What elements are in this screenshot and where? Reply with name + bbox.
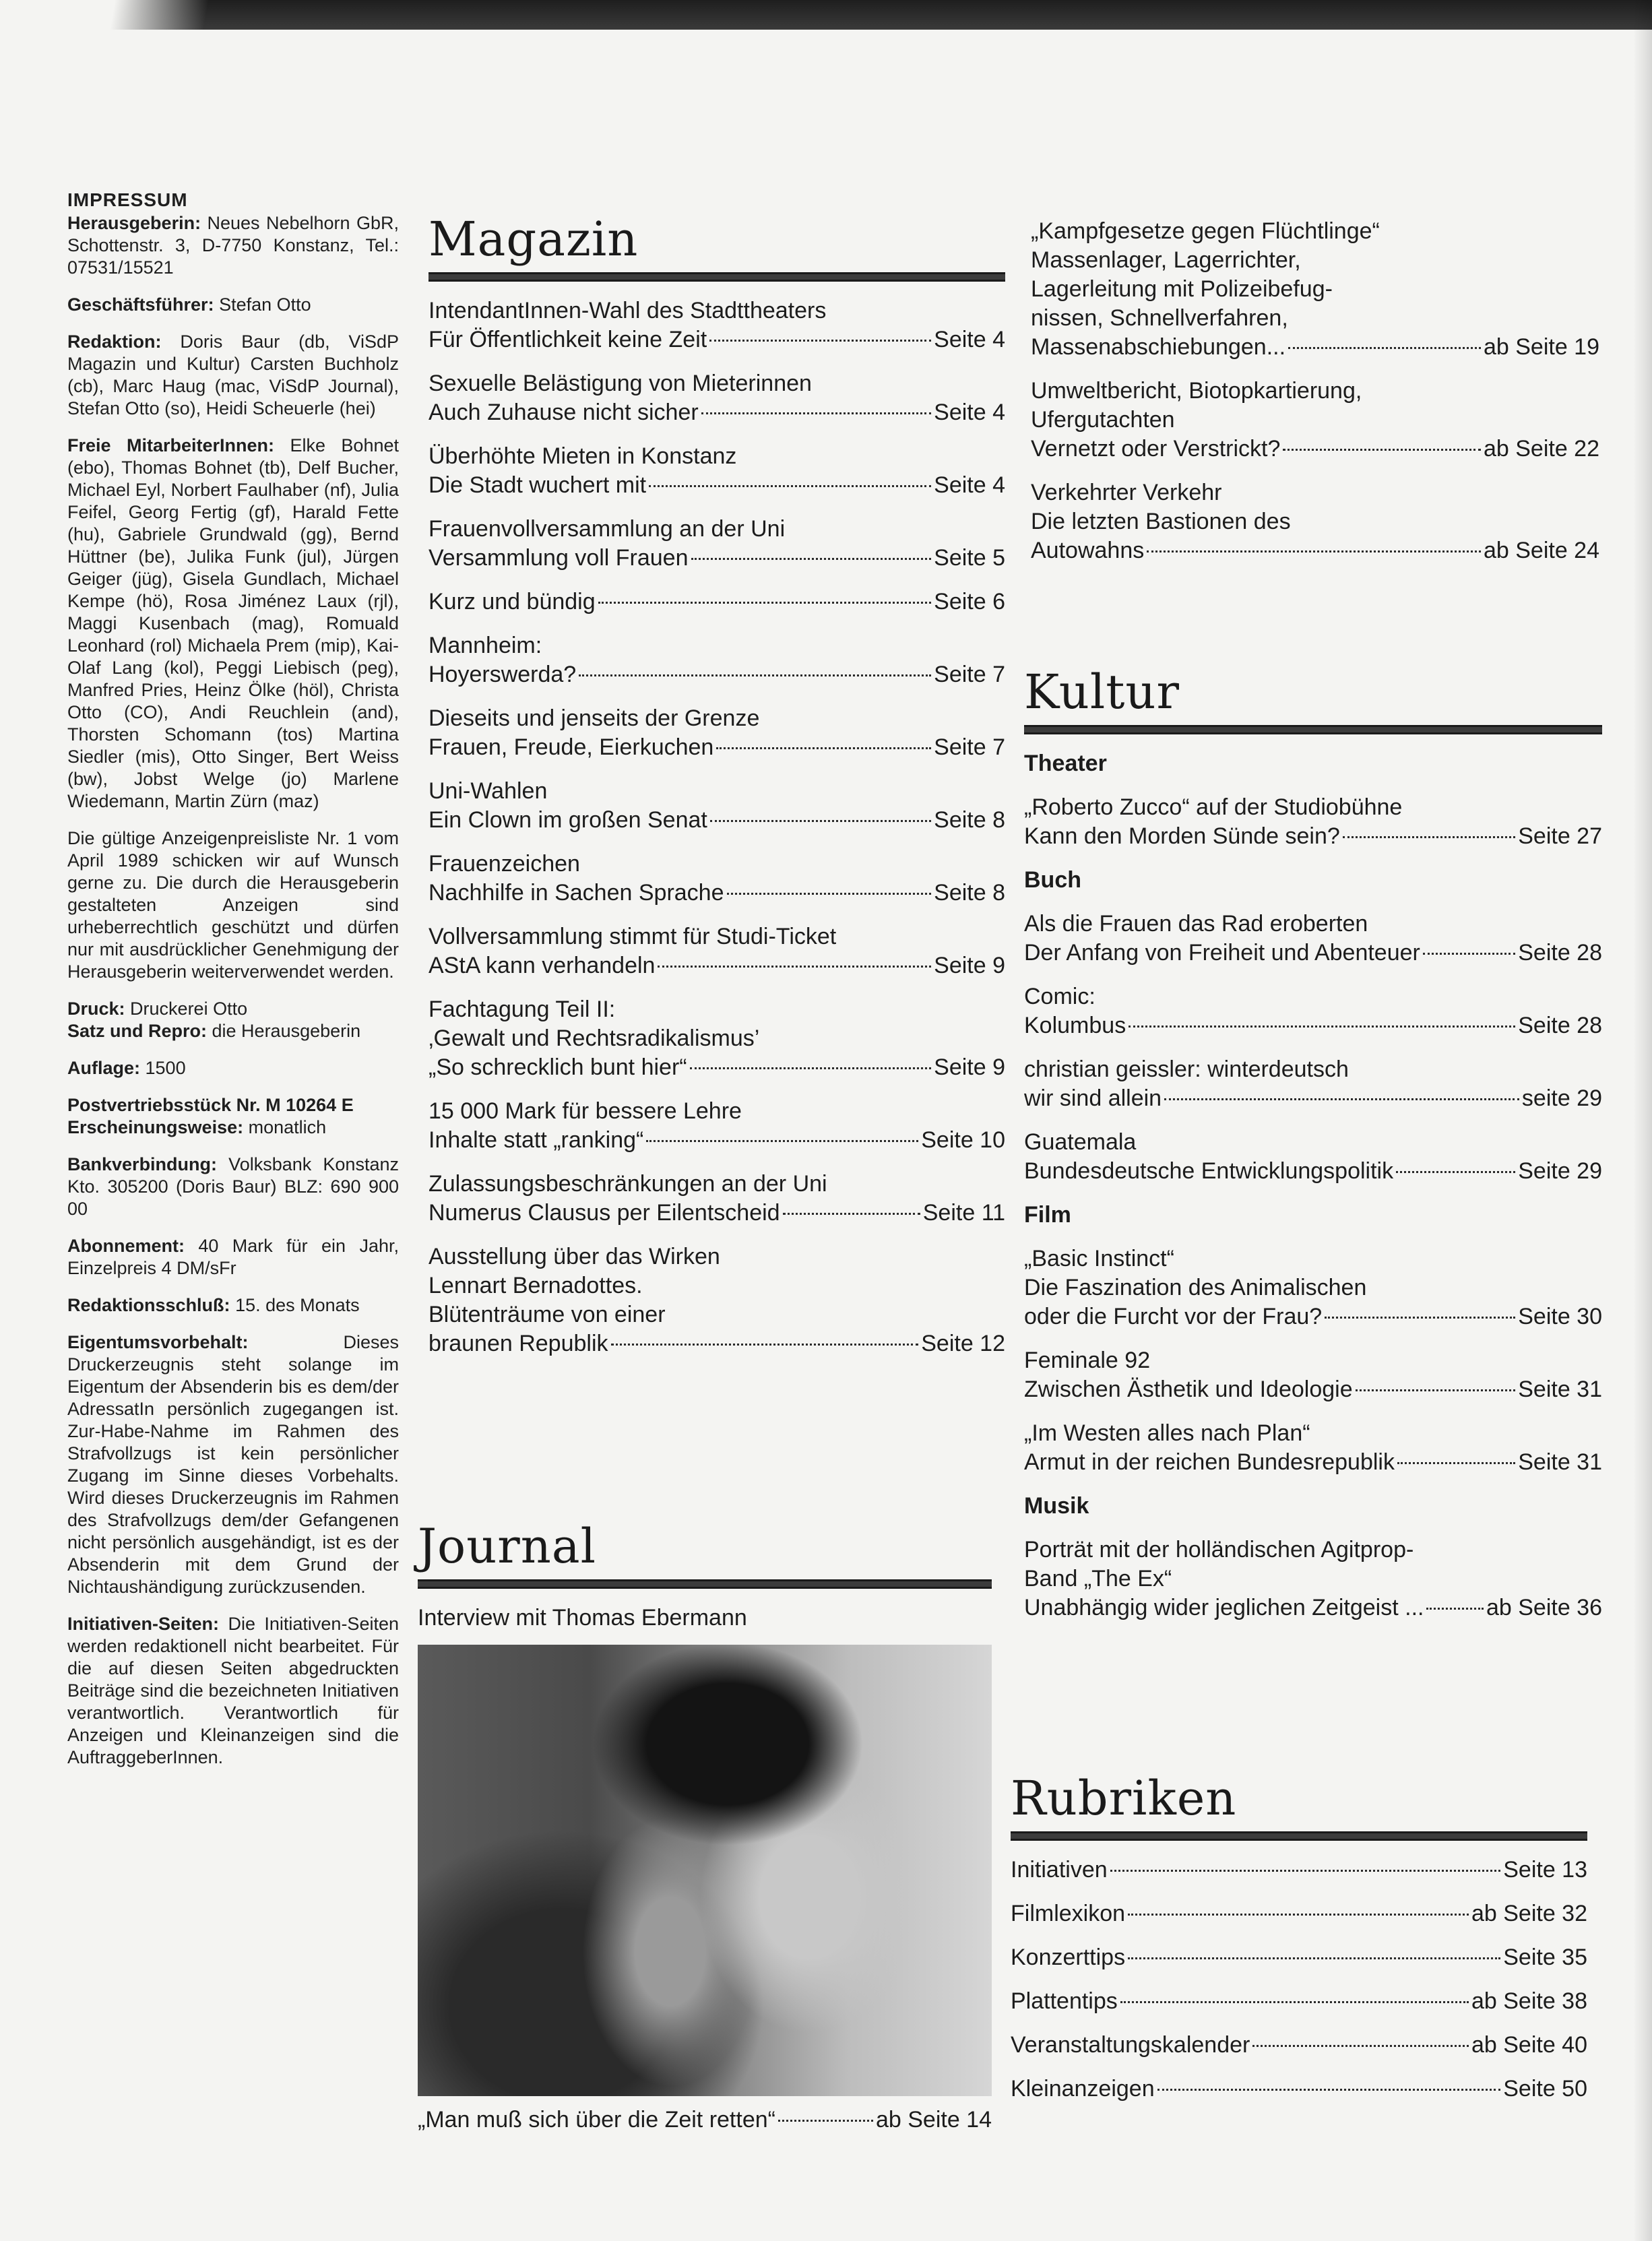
leader-dots	[709, 340, 931, 342]
leader-dots	[1252, 2045, 1469, 2047]
toc-entry-row	[428, 951, 1005, 980]
toc-entry-page: Seite 8	[934, 807, 1005, 833]
scan-right-shadow	[1633, 0, 1652, 2241]
toc-entry-page: Seite 6	[934, 589, 1005, 614]
section-journal	[418, 1521, 992, 2135]
toc-entry-line: Uni-Wahlen	[428, 778, 548, 804]
impressum-column	[67, 189, 399, 1784]
impressum-anzeigen: Die gültige Anzeigenpreisliste Nr. 1 vom April 1989 schicken wir auf Wunsch gerne zu. Die durch die Herausgeberin gestalteten Anzeigen sind urheberrechtlich geschützt und dürfen nur mit ausdrücklicher Genehmigung der Herausgeberin weiterverwendet werden.	[67, 828, 399, 982]
toc-entry-page: Seite 27	[1518, 823, 1602, 849]
toc-entry-page: Seite 31	[1518, 1377, 1602, 1402]
toc-entry-page: ab Seite 24	[1483, 538, 1599, 563]
toc-entry-row	[1024, 1302, 1602, 1331]
toc-list-buch	[1024, 910, 1602, 1186]
toc-entry-page: ab Seite 36	[1486, 1595, 1602, 1620]
toc-entry	[428, 588, 1005, 617]
journal-subtitle: Interview mit Thomas Ebermann	[418, 1605, 747, 1631]
toc-entry-title: Konzerttips	[1011, 1945, 1126, 1970]
impressum-redaktion: Redaktion: Doris Baur (db, ViSdP Magazin und Kultur) Carsten Buchholz (cb), Marc Haug (mac, ViSdP Journal), Stefan Otto (so), Heidi Scheuerle (hei)	[67, 332, 399, 418]
toc-entry-row	[1024, 822, 1602, 851]
toc-entry-page: Seite 12	[921, 1331, 1005, 1356]
toc-entry	[1031, 217, 1599, 362]
toc-entry-title: Autowahns	[1031, 538, 1145, 563]
toc-list-musik	[1024, 1536, 1602, 1622]
toc-entry-title: Bundesdeutsche Entwicklungspolitik	[1024, 1158, 1394, 1184]
toc-entry-row	[428, 660, 1005, 689]
section-magazin	[428, 214, 1005, 1373]
toc-entry-title: Nachhilfe in Sachen Sprache	[428, 880, 724, 906]
toc-entry-row	[428, 1126, 1005, 1155]
toc-entry-row	[1024, 1375, 1602, 1404]
toc-entry	[428, 777, 1005, 835]
toc-entry-line: Frauenzeichen	[428, 851, 580, 877]
toc-entry-page: Seite 31	[1518, 1449, 1602, 1475]
toc-entry-page: ab Seite 32	[1471, 1901, 1587, 1926]
toc-entry	[1011, 2075, 1587, 2104]
section-rubriken	[1011, 1773, 1587, 2118]
leader-dots	[716, 747, 931, 749]
toc-entry-line: Mannheim:	[428, 633, 542, 658]
impressum-abo: Abonnement: 40 Mark für ein Jahr, Einzelpreis 4 DM/sFr	[67, 1236, 399, 1278]
toc-entry-title: Für Öffentlichkeit keine Zeit	[428, 327, 707, 352]
toc-entry-page: Seite 5	[934, 545, 1005, 571]
toc-entry-row	[1024, 1084, 1602, 1113]
toc-entry-row	[1024, 939, 1602, 968]
toc-entry	[428, 369, 1005, 427]
toc-entry-line: Zulassungsbeschränkungen an der Uni	[428, 1171, 827, 1197]
subhead-musik: Musik	[1024, 1493, 1089, 1519]
toc-entry-line: ‚Gewalt und Rechtsradikalismus’	[428, 1025, 760, 1051]
toc-entry-page: Seite 30	[1518, 1304, 1602, 1329]
toc-entry-line: Guatemala	[1024, 1129, 1137, 1155]
toc-entry-line: Massenlager, Lagerrichter,	[1031, 247, 1301, 273]
toc-entry-line: „Im Westen alles nach Plan“	[1024, 1420, 1310, 1446]
toc-entry	[1024, 982, 1602, 1040]
leader-dots	[1147, 550, 1481, 553]
toc-entry-page: ab Seite 38	[1471, 1988, 1587, 2014]
toc-entry-title: Kurz und bündig	[428, 589, 596, 614]
toc-entry	[1031, 478, 1599, 565]
interview-photo	[418, 1645, 992, 2096]
toc-entry-row	[428, 1053, 1005, 1082]
toc-entry-row	[1031, 536, 1599, 565]
impressum-redaktionsschluss: Redaktionsschluß: 15. des Monats	[67, 1295, 360, 1315]
leader-dots	[701, 412, 931, 414]
toc-list-theater	[1024, 793, 1602, 851]
toc-entry-row	[1031, 435, 1599, 464]
toc-entry-page: Seite 50	[1503, 2076, 1587, 2102]
toc-entry-row	[1011, 1987, 1587, 2016]
toc-entry-page: Seite 11	[922, 1200, 1005, 1226]
toc-entry-line: Frauenvollversammlung an der Uni	[428, 516, 786, 542]
impressum-bank: Bankverbindung: Volksbank Konstanz Kto. 305200 (Doris Baur) BLZ: 690 900 00	[67, 1154, 399, 1219]
toc-entry-line: Überhöhte Mieten in Konstanz	[428, 443, 737, 469]
toc-entry	[1011, 1899, 1587, 1928]
toc-entry	[1011, 1856, 1587, 1885]
toc-entry-row	[1024, 1448, 1602, 1477]
toc-entry-title: Frauen, Freude, Eierkuchen	[428, 734, 714, 760]
toc-entry-row	[1011, 2031, 1587, 2060]
leader-dots	[649, 485, 931, 487]
leader-dots	[1356, 1389, 1516, 1391]
toc-entry-row	[428, 1199, 1005, 1228]
leader-dots	[783, 1213, 920, 1215]
toc-entry-title: Versammlung voll Frauen	[428, 545, 689, 571]
impressum-eigentum: Eigentumsvorbehalt: Dieses Druckerzeugnis steht solange im Eigentum der Absenderin bis es dem/der AdressatIn persönlich zugegangen ist. Zur-Habe-Nahme im Rahmen des Strafvollzugs ist kein persönlicher Zugang im Sinne dieses Vorbehalts. Wird dieses Druckerzeugnis im Rahmen des Strafvollzugs dem/der Gefangenen nicht persönlich ausgehändigt, ist es der Absenderin mit dem Grund der Nichtaushändigung zurückzusenden.	[67, 1332, 399, 1597]
toc-entry-line: Feminale 92	[1024, 1348, 1151, 1373]
toc-entry-row	[428, 733, 1005, 762]
toc-entry-title: Filmlexikon	[1011, 1901, 1126, 1926]
section-rule	[1024, 725, 1602, 734]
toc-entry-page: Seite 4	[934, 327, 1005, 352]
toc-entry	[1024, 1419, 1602, 1477]
toc-entry-line: Lennart Bernadottes.	[428, 1273, 643, 1298]
leader-dots	[1110, 1870, 1501, 1872]
toc-entry-title: Kleinanzeigen	[1011, 2076, 1155, 2102]
toc-entry-row	[1024, 1593, 1602, 1622]
toc-entry-page: ab Seite 19	[1483, 334, 1599, 360]
toc-entry-page: seite 29	[1521, 1085, 1602, 1111]
toc-entry-page: Seite 7	[934, 734, 1005, 760]
toc-list-magazin	[428, 296, 1005, 1358]
leader-dots	[1128, 1914, 1469, 1916]
toc-entry-row	[1024, 1157, 1602, 1186]
subhead-theater: Theater	[1024, 751, 1107, 776]
toc-entry	[428, 442, 1005, 500]
subhead-film: Film	[1024, 1202, 1071, 1228]
scan-top-edge	[0, 0, 1652, 30]
section-kultur	[1024, 664, 1602, 1637]
leader-dots	[710, 820, 931, 822]
toc-entry-line: Porträt mit der holländischen Agitprop-	[1024, 1537, 1414, 1563]
toc-entry-page: Seite 8	[934, 880, 1005, 906]
toc-entry-title: Unabhängig wider jeglichen Zeitgeist ...	[1024, 1595, 1424, 1620]
toc-entry-row	[428, 588, 1005, 617]
toc-entry-row	[1024, 1011, 1602, 1040]
toc-entry	[1011, 2031, 1587, 2060]
leader-dots	[690, 1067, 932, 1069]
toc-entry-row	[428, 544, 1005, 573]
toc-entry-row	[428, 879, 1005, 908]
toc-entry-page: ab Seite 40	[1471, 2032, 1587, 2058]
toc-entry	[428, 850, 1005, 908]
impressum-druck: Druck: Druckerei Otto Satz und Repro: die Herausgeberin	[67, 999, 361, 1041]
photo-caption: „Man muß sich über die Zeit retten“ ab Seite 14	[418, 2107, 992, 2133]
leader-dots	[1164, 1098, 1519, 1100]
toc-entry-row	[428, 1329, 1005, 1358]
toc-entry-line: Ausstellung über das Wirken	[428, 1244, 720, 1269]
toc-entry-title: AStA kann verhandeln	[428, 953, 656, 978]
toc-entry	[1011, 1943, 1587, 1972]
toc-entry-title: braunen Republik	[428, 1331, 608, 1356]
toc-entry-title: Numerus Clausus per Eilentscheid	[428, 1200, 780, 1226]
toc-entry-line: nissen, Schnellverfahren,	[1031, 305, 1288, 331]
toc-entry-title: Hoyerswerda?	[428, 662, 577, 687]
subhead-buch: Buch	[1024, 867, 1081, 893]
toc-entry-page: Seite 28	[1518, 940, 1602, 966]
toc-entry	[1024, 910, 1602, 968]
toc-entry	[1024, 1536, 1602, 1622]
toc-entry-row	[428, 398, 1005, 427]
toc-entry-line: Verkehrter Verkehr	[1031, 480, 1222, 505]
toc-entry-line: Dieseits und jenseits der Grenze	[428, 705, 760, 731]
toc-entry-line: Fachtagung Teil II:	[428, 997, 616, 1022]
toc-entry	[428, 704, 1005, 762]
toc-entry-line: Band „The Ex“	[1024, 1566, 1172, 1591]
toc-entry-page: ab Seite 22	[1483, 436, 1599, 462]
toc-entry-line: Umweltbericht, Biotopkartierung,	[1031, 378, 1362, 404]
toc-entry-title: Inhalte statt „ranking“	[428, 1127, 644, 1153]
toc-entry-line: IntendantInnen-Wahl des Stadttheaters	[428, 298, 827, 323]
toc-entry-line: „Kampfgesetze gegen Flüchtlinge“	[1031, 218, 1380, 244]
leader-dots	[1283, 449, 1481, 451]
toc-entry-line: „Basic Instinct“	[1024, 1246, 1174, 1271]
toc-entry	[1024, 793, 1602, 851]
section-rule	[428, 272, 1005, 282]
toc-entry	[428, 1097, 1005, 1155]
toc-list-rubriken	[1011, 1856, 1587, 2104]
impressum-auflage: Auflage: 1500	[67, 1058, 186, 1078]
toc-entry-page: Seite 9	[934, 953, 1005, 978]
toc-entry-title: Zwischen Ästhetik und Ideologie	[1024, 1377, 1353, 1402]
toc-entry	[1024, 1055, 1602, 1113]
toc-entry-line: Ufergutachten	[1031, 407, 1175, 433]
leader-dots	[778, 2120, 873, 2122]
toc-entry-line: Die letzten Bastionen des	[1031, 509, 1291, 534]
toc-entry-title: Kann den Morden Sünde sein?	[1024, 823, 1340, 849]
leader-dots	[691, 558, 932, 560]
toc-entry-title: Der Anfang von Freiheit und Abenteuer	[1024, 940, 1420, 966]
toc-entry-line: Comic:	[1024, 984, 1095, 1009]
leader-dots	[1157, 2089, 1501, 2091]
toc-entry-page: Seite 35	[1503, 1945, 1587, 1970]
toc-entry-title: wir sind allein	[1024, 1085, 1162, 1111]
leader-dots	[1426, 1608, 1484, 1610]
section-rule	[418, 1579, 992, 1589]
impressum-freie-mitarbeiter: Freie MitarbeiterInnen: Elke Bohnet (ebo), Thomas Bohnet (tb), Delf Bucher, Michael Eyl, Norbert Faulhaber (nf), Julia Feifel, Georg Fertig (gf), Harald Fette (hu), Gabriele Grundwald (gg), Bernd Hüttner (be), Julika Funk (jul), Jürgen Geiger (jüg), Gisela Gundlach, Michael Kempe (hö), Rosa Jiménez Laux (rjl), Maggi Kusenbach (mag), Romuald Leonhard (rol) Michaela Prem (mip), Kai-Olaf Lang (kol), Peggi Liebisch (peg), Manfred Pries, Heinz Ölke (höl), Christa Otto (CO), Andi Reuchlein (and), Thorsten Schomann (tos) Martina Siedler (mis), Otto Singer, Bert Weiss (bw), Jobst Welge (jo) Marlene Wiedemann, Martin Zürn (maz)	[67, 435, 399, 811]
toc-entry-title: Massenabschiebungen...	[1031, 334, 1286, 360]
toc-entry	[1024, 1244, 1602, 1331]
impressum-geschaeftsfuehrer: Geschäftsführer: Stefan Otto	[67, 294, 311, 315]
toc-entry-row	[1011, 1899, 1587, 1928]
toc-entry-title: oder die Furcht vor der Frau?	[1024, 1304, 1323, 1329]
section-title-magazin: Magazin	[428, 212, 639, 267]
impressum-post: Postvertriebsstück Nr. M 10264 E Erscheinungsweise: monatlich	[67, 1095, 354, 1137]
toc-entry	[428, 296, 1005, 354]
toc-entry-line: 15 000 Mark für bessere Lehre	[428, 1098, 742, 1124]
toc-entry	[1024, 1128, 1602, 1186]
toc-entry-row	[428, 806, 1005, 835]
toc-entry-row	[428, 471, 1005, 500]
toc-entry-title: „So schrecklich bunt hier“	[428, 1054, 687, 1080]
toc-entry-title: Vernetzt oder Verstrickt?	[1031, 436, 1281, 462]
toc-entry-title: Die Stadt wuchert mit	[428, 472, 647, 498]
toc-entry-line: Blütenträume von einer	[428, 1302, 666, 1327]
toc-entry-page: Seite 28	[1518, 1013, 1602, 1038]
toc-entry	[1011, 1987, 1587, 2016]
leader-dots	[658, 966, 931, 968]
toc-entry-page: Seite 29	[1518, 1158, 1602, 1184]
toc-entry-page: Seite 10	[921, 1127, 1005, 1153]
leader-dots	[1288, 347, 1481, 349]
toc-entry-row	[1011, 1943, 1587, 1972]
toc-entry	[428, 1242, 1005, 1358]
toc-entry-line: Als die Frauen das Rad eroberten	[1024, 911, 1368, 937]
leader-dots	[1128, 1957, 1500, 1959]
leader-dots	[646, 1140, 918, 1142]
section-title-rubriken: Rubriken	[1011, 1771, 1237, 1826]
impressum-herausgeberin: Herausgeberin: Neues Nebelhorn GbR, Schottenstr. 3, D-7750 Konstanz, Tel.: 07531/15521	[67, 213, 399, 278]
toc-entry-line: Lagerleitung mit Polizeibefug-	[1031, 276, 1333, 302]
toc-entry-row	[1011, 2075, 1587, 2104]
toc-entry-page: Seite 7	[934, 662, 1005, 687]
toc-entry-row	[428, 325, 1005, 354]
toc-entry-line: christian geissler: winterdeutsch	[1024, 1056, 1349, 1082]
leader-dots	[1343, 836, 1515, 838]
toc-entry	[428, 1170, 1005, 1228]
leader-dots	[1396, 1171, 1515, 1173]
toc-entry-title: Ein Clown im großen Senat	[428, 807, 707, 833]
toc-entry-title: Veranstaltungskalender	[1011, 2032, 1250, 2058]
scan-tear	[0, 0, 256, 30]
toc-entry-title: Auch Zuhause nicht sicher	[428, 400, 699, 425]
toc-entry-line: Sexuelle Belästigung von Mieterinnen	[428, 371, 812, 396]
impressum-initiativen: Initiativen-Seiten: Die Initiativen-Seiten werden redaktionell nicht bearbeitet. Für die auf diesen Seiten abgedruckten Beiträge sind die bezeichneten Initiativen verantwortlich. Verantwortlich für Anzeigen und Kleinanzeigen sind die AuftraggeberInnen.	[67, 1614, 399, 1767]
toc-entry	[428, 922, 1005, 980]
leader-dots	[598, 602, 932, 604]
toc-entry-line: Die Faszination des Animalischen	[1024, 1275, 1367, 1300]
toc-entry	[428, 631, 1005, 689]
toc-entry-line: Vollversammlung stimmt für Studi-Ticket	[428, 924, 837, 949]
section-journal-continued	[1031, 217, 1599, 580]
toc-entry-row	[1011, 1856, 1587, 1885]
section-title-kultur: Kultur	[1024, 664, 1180, 720]
toc-entry-title: Armut in der reichen Bundesrepublik	[1024, 1449, 1395, 1475]
toc-entry-title: Initiativen	[1011, 1857, 1108, 1883]
toc-entry-page: Seite 9	[934, 1054, 1005, 1080]
leader-dots	[611, 1344, 919, 1346]
toc-entry-line: „Roberto Zucco“ auf der Studiobühne	[1024, 794, 1403, 820]
leader-dots	[1120, 2001, 1469, 2003]
toc-entry-title: Kolumbus	[1024, 1013, 1126, 1038]
toc-entry-page: Seite 4	[934, 472, 1005, 498]
leader-dots	[727, 893, 932, 895]
leader-dots	[1423, 953, 1515, 955]
toc-entry	[428, 515, 1005, 573]
toc-entry-page: Seite 13	[1503, 1857, 1587, 1883]
toc-entry	[1031, 377, 1599, 464]
toc-entry-page: Seite 4	[934, 400, 1005, 425]
leader-dots	[1129, 1025, 1515, 1028]
leader-dots	[579, 674, 931, 676]
leader-dots	[1397, 1462, 1515, 1464]
toc-entry-row	[1031, 333, 1599, 362]
toc-list-film	[1024, 1244, 1602, 1477]
section-rule	[1011, 1831, 1587, 1841]
toc-entry	[428, 995, 1005, 1082]
leader-dots	[1325, 1317, 1515, 1319]
toc-entry	[1024, 1346, 1602, 1404]
impressum-title: IMPRESSUM	[67, 189, 188, 210]
toc-entry-title: Plattentips	[1011, 1988, 1118, 2014]
toc-list-journal-continued	[1031, 217, 1599, 565]
section-title-journal: Journal	[418, 1519, 596, 1574]
